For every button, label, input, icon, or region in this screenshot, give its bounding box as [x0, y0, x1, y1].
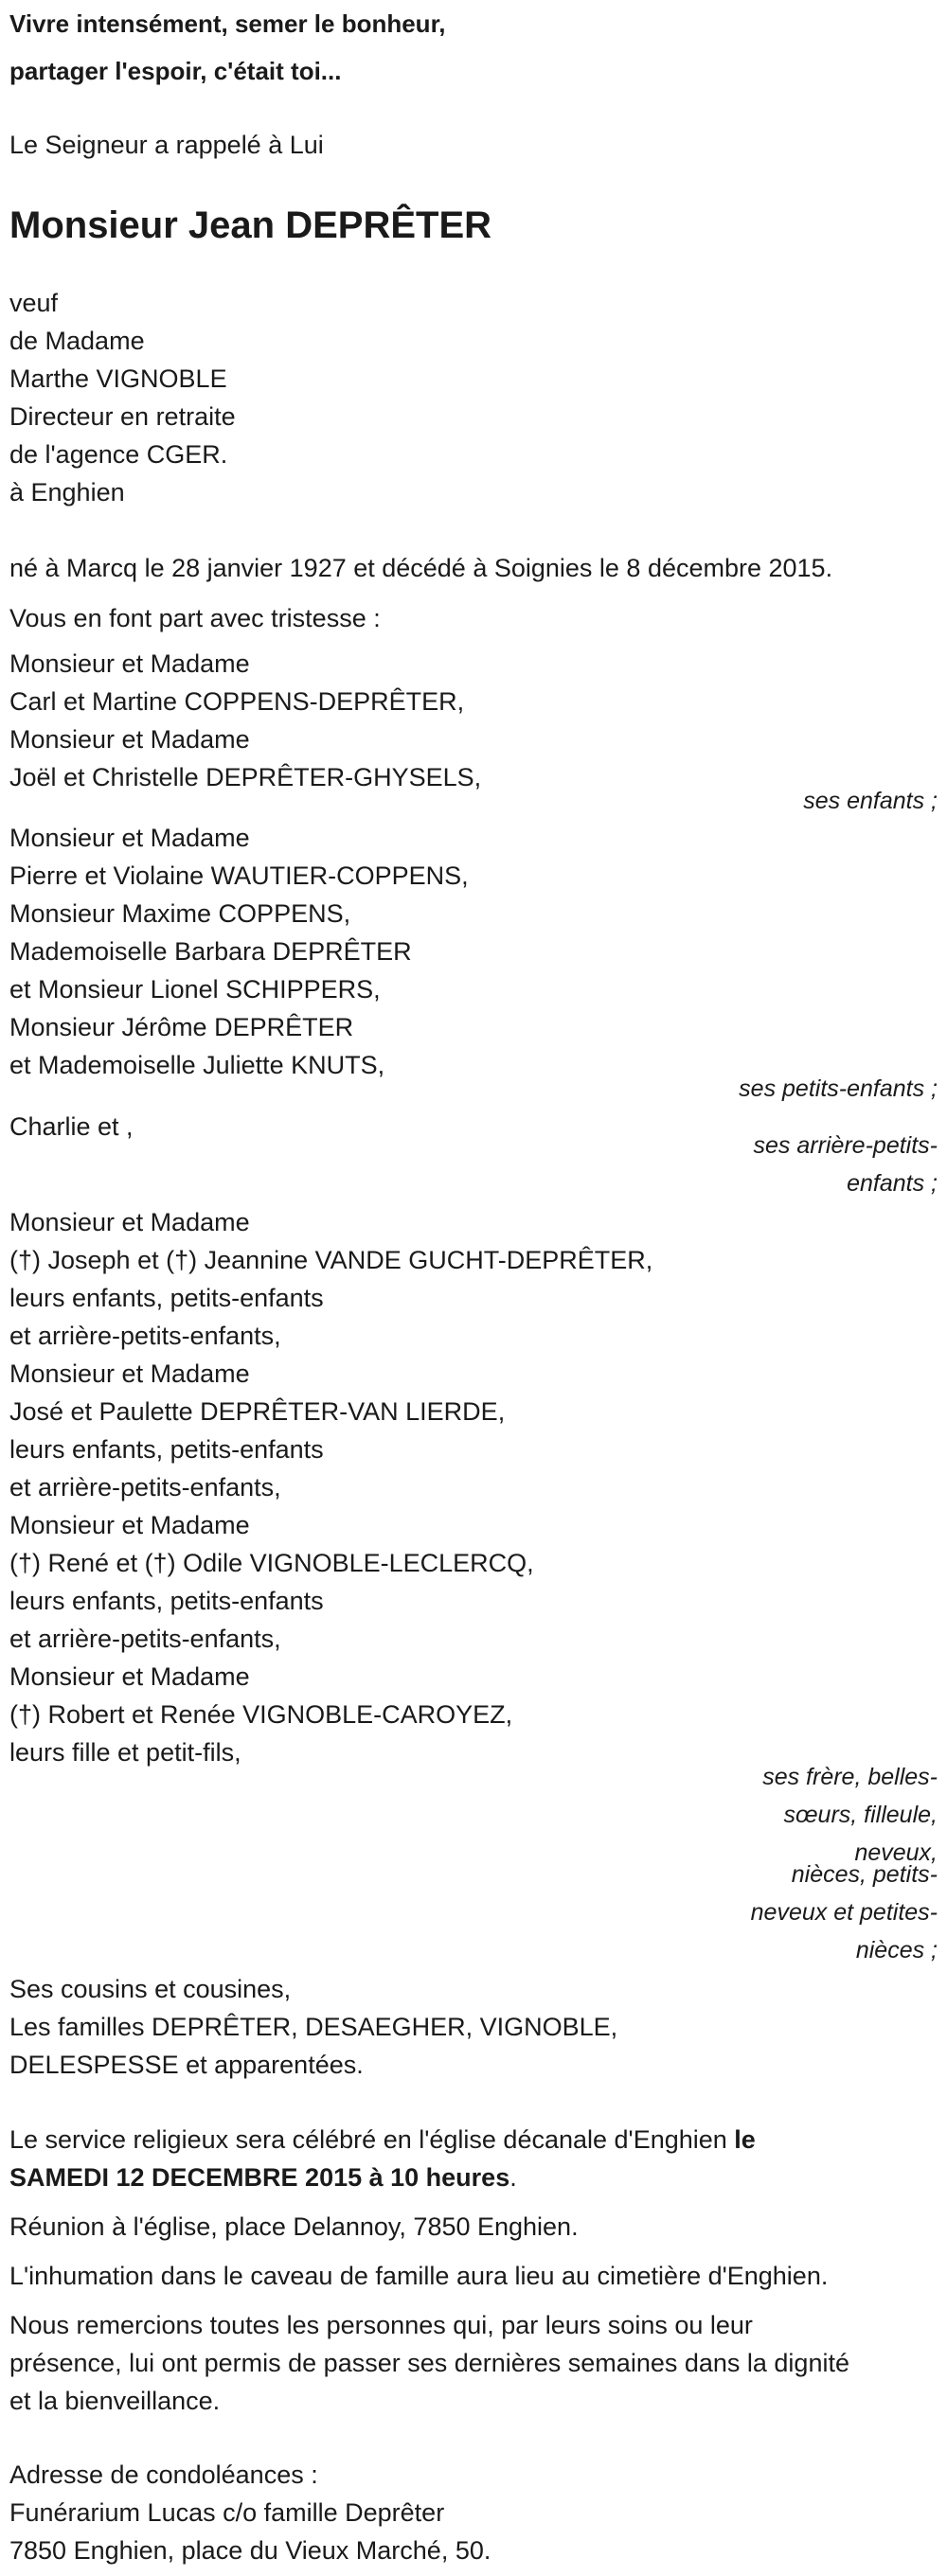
grandchildren-line: Mademoiselle Barbara DEPRÊTER [9, 937, 412, 966]
family-line: (†) René et (†) Odile VIGNOBLE-LECLERCQ, [9, 1549, 534, 1577]
family-line: leurs fille et petit-fils, [9, 1738, 241, 1767]
cousins-line: DELESPESSE et apparentées. [9, 2051, 364, 2079]
family-line: et arrière-petits-enfants, [9, 1473, 281, 1501]
cousins-line: Les familles DEPRÊTER, DESAEGHER, VIGNOBLE, [9, 2013, 618, 2041]
children-label: ses enfants ; [803, 788, 938, 814]
grandchildren-line: Monsieur Jérôme DEPRÊTER [9, 1013, 354, 1041]
family-line: José et Paulette DEPRÊTER-VAN LIERDE, [9, 1397, 506, 1426]
meeting-line: Réunion à l'église, place Delannoy, 7850 Enghien. [9, 2212, 579, 2241]
family-line: Monsieur et Madame [9, 1511, 250, 1539]
deceased-name: Monsieur Jean DEPRÊTER [9, 204, 492, 246]
family-line: leurs enfants, petits-enfants [9, 1587, 324, 1615]
status-line: veuf [9, 289, 59, 317]
grandchildren-label: ses petits-enfants ; [739, 1075, 938, 1102]
family-label-line: sœurs, filleule, [783, 1802, 938, 1828]
children-line: Monsieur et Madame [9, 725, 250, 754]
great-grandchildren-label-1: ses arrière-petits- [753, 1132, 938, 1159]
intro-line-1: Vivre intensément, semer le bonheur, [9, 9, 446, 38]
status-line: Directeur en retraite [9, 402, 236, 431]
children-line: Monsieur et Madame [9, 649, 250, 678]
service-line-1 [9, 2127, 756, 2153]
family-line: (†) Joseph et (†) Jeannine VANDE GUCHT-DEPRÊTER, [9, 1246, 653, 1274]
status-line: Marthe VIGNOBLE [9, 364, 227, 393]
grandchildren-line: et Mademoiselle Juliette KNUTS, [9, 1051, 385, 1079]
intro-line-2: partager l'espoir, c'était toi... [9, 57, 342, 85]
condolences-line: Funérarium Lucas c/o famille Deprêter [9, 2498, 445, 2527]
grandchildren-line: Pierre et Violaine WAUTIER-COPPENS, [9, 862, 469, 890]
status-line: de l'agence CGER. [9, 440, 228, 469]
family-line: leurs enfants, petits-enfants [9, 1435, 324, 1464]
grandchildren-line: et Monsieur Lionel SCHIPPERS, [9, 975, 381, 1004]
family-line: Monsieur et Madame [9, 1208, 250, 1236]
family-label-line: nièces, petits- [791, 1861, 938, 1888]
cousins-line: Ses cousins et cousines, [9, 1975, 292, 2003]
service-period: . [509, 2163, 517, 2192]
family-label-line: nièces ; [855, 1937, 938, 1963]
family-label-line: neveux, [854, 1839, 938, 1866]
family-line: Monsieur et Madame [9, 1662, 250, 1691]
family-line: (†) Robert et Renée VIGNOBLE-CAROYEZ, [9, 1700, 513, 1729]
grandchildren-line: Monsieur Maxime COPPENS, [9, 899, 351, 928]
status-line: de Madame [9, 327, 145, 355]
recalled-text: Le Seigneur a rappelé à Lui [9, 131, 324, 159]
family-line: leurs enfants, petits-enfants [9, 1284, 324, 1312]
thanks-line: présence, lui ont permis de passer ses dernières semaines dans la dignité [9, 2349, 849, 2377]
announce-line: Vous en font part avec tristesse : [9, 604, 381, 632]
status-line: à Enghien [9, 478, 125, 506]
family-line: Monsieur et Madame [9, 1359, 250, 1388]
family-label-line: neveux et petites- [750, 1899, 938, 1926]
thanks-line: et la bienveillance. [9, 2387, 221, 2415]
service-line-2 [9, 2165, 517, 2191]
thanks-line: Nous remercions toutes les personnes qui, par leurs soins ou leur [9, 2311, 753, 2339]
birth-death-line: né à Marcq le 28 janvier 1927 et décédé à Soignies le 8 décembre 2015. [9, 554, 833, 582]
family-line: et arrière-petits-enfants, [9, 1322, 281, 1350]
family-label-line: ses frère, belles- [762, 1764, 938, 1790]
children-line: Joël et Christelle DEPRÊTER-GHYSELS, [9, 763, 482, 791]
burial-line: L'inhumation dans le caveau de famille aura lieu au cimetière d'Enghien. [9, 2262, 829, 2290]
great-grandchildren-line: Charlie et , [9, 1112, 134, 1141]
condolences-line: Adresse de condoléances : [9, 2461, 318, 2489]
service-text: Le service religieux sera célébré en l'église décanale d'Enghien [9, 2125, 735, 2154]
children-line: Carl et Martine COPPENS-DEPRÊTER, [9, 687, 465, 716]
great-grandchildren-label-2: enfants ; [847, 1170, 938, 1197]
service-date: SAMEDI 12 DECEMBRE 2015 à 10 heures [9, 2163, 510, 2192]
service-text-bold: le [734, 2125, 756, 2154]
grandchildren-line: Monsieur et Madame [9, 824, 250, 852]
family-line: et arrière-petits-enfants, [9, 1625, 281, 1653]
condolences-line: 7850 Enghien, place du Vieux Marché, 50. [9, 2536, 491, 2565]
